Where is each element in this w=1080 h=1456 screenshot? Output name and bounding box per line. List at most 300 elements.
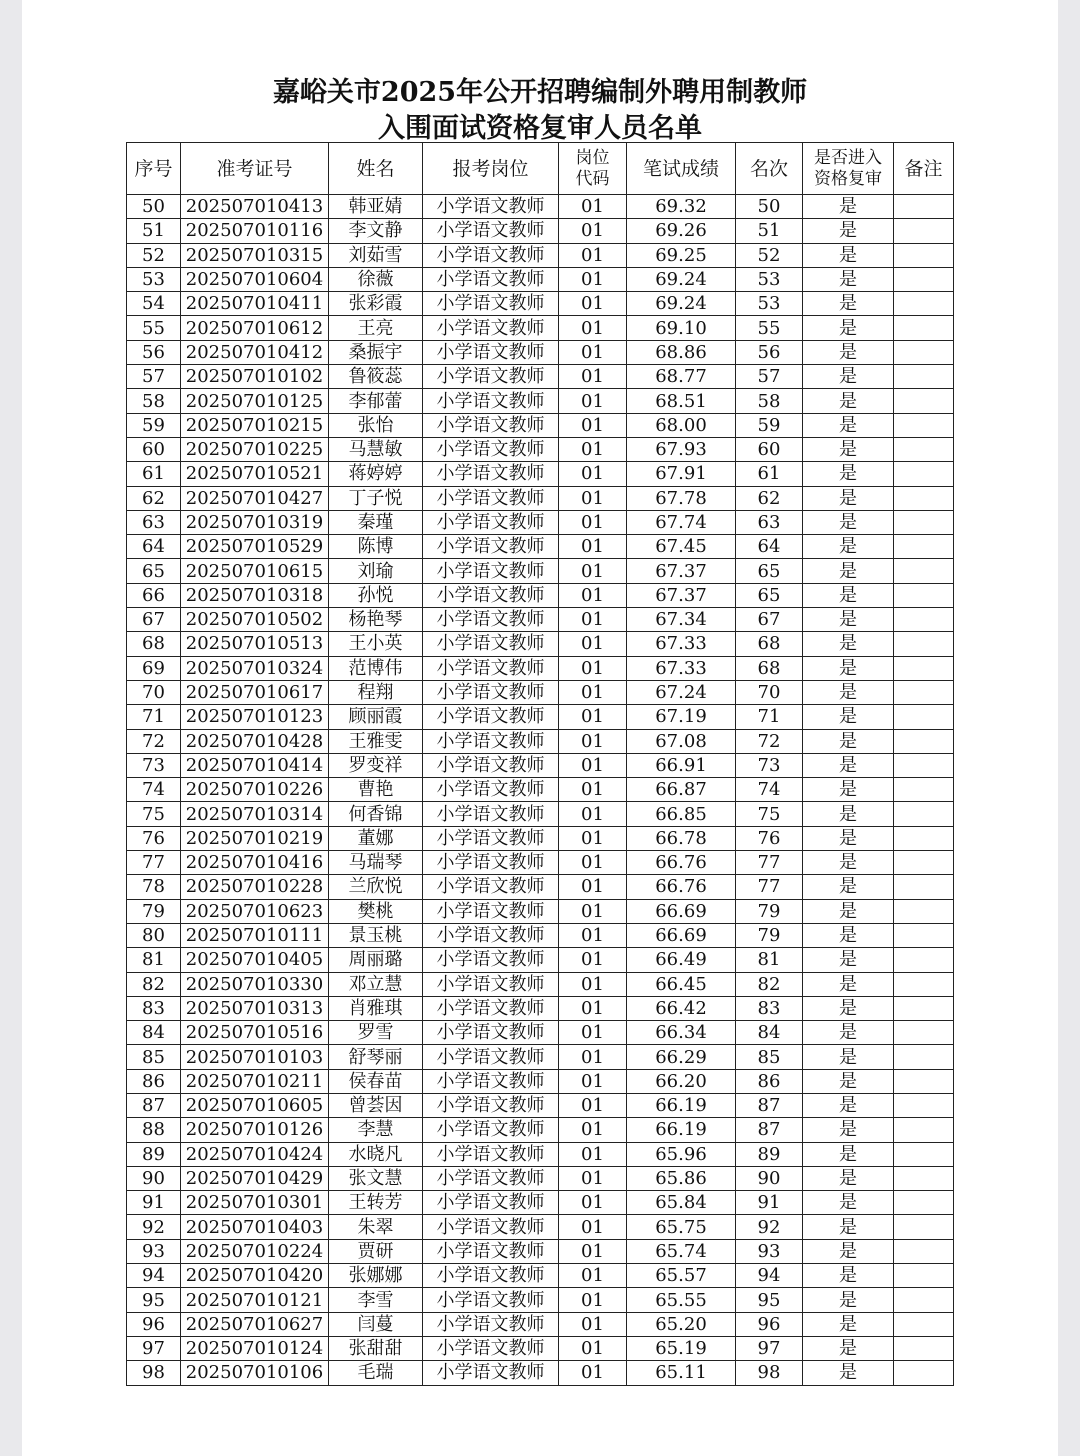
rank-cell: 95 [736,1288,803,1312]
rank-cell: 52 [736,243,803,267]
name-cell: 樊桃 [329,899,423,923]
review-cell: 是 [803,1288,894,1312]
note-cell [894,778,954,802]
seq-cell: 55 [127,316,181,340]
score-cell: 66.49 [627,948,736,972]
position-cell: 小学语文教师 [423,851,559,875]
table-row [127,559,954,583]
score-cell: 66.45 [627,972,736,996]
rank-cell: 70 [736,680,803,704]
code-cell: 01 [559,437,627,461]
rank-cell: 62 [736,486,803,510]
note-cell [894,535,954,559]
code-cell: 01 [559,413,627,437]
code-cell: 01 [559,1336,627,1360]
ticket-cell: 202507010617 [181,680,329,704]
note-cell [894,1361,954,1385]
score-cell: 69.24 [627,292,736,316]
note-cell [894,583,954,607]
score-cell: 65.20 [627,1312,736,1336]
rank-cell: 51 [736,219,803,243]
table-row [127,510,954,534]
rank-cell: 56 [736,340,803,364]
seq-cell: 56 [127,340,181,364]
ticket-cell: 202507010123 [181,705,329,729]
ticket-cell: 202507010428 [181,729,329,753]
rank-cell: 55 [736,316,803,340]
score-cell: 66.20 [627,1069,736,1093]
name-cell: 王雅雯 [329,729,423,753]
ticket-cell: 202507010126 [181,1118,329,1142]
rank-cell: 74 [736,778,803,802]
name-cell: 王小英 [329,632,423,656]
code-cell: 01 [559,705,627,729]
code-cell: 01 [559,1191,627,1215]
seq-cell: 50 [127,195,181,219]
table-body [127,195,954,1386]
score-cell: 66.69 [627,899,736,923]
note-cell [894,851,954,875]
table-row [127,875,954,899]
name-cell: 曾荟因 [329,1093,423,1117]
review-cell: 是 [803,1361,894,1385]
review-cell: 是 [803,1118,894,1142]
note-cell [894,1142,954,1166]
table-row [127,1312,954,1336]
code-cell: 01 [559,729,627,753]
score-cell: 66.19 [627,1118,736,1142]
name-cell: 张甜甜 [329,1336,423,1360]
seq-cell: 69 [127,656,181,680]
table-row [127,243,954,267]
header-code [559,143,627,195]
note-cell [894,705,954,729]
score-cell: 67.93 [627,437,736,461]
rank-cell: 65 [736,559,803,583]
note-cell [894,875,954,899]
position-cell: 小学语文教师 [423,1045,559,1069]
seq-cell: 77 [127,851,181,875]
note-cell [894,802,954,826]
ticket-cell: 202507010116 [181,219,329,243]
code-cell: 01 [559,1045,627,1069]
table-row [127,802,954,826]
table-row [127,316,954,340]
score-cell: 66.76 [627,851,736,875]
header-ticket: 准考证号 [181,143,329,195]
review-cell: 是 [803,195,894,219]
note-cell [894,1021,954,1045]
ticket-cell: 202507010513 [181,632,329,656]
position-cell: 小学语文教师 [423,437,559,461]
name-cell: 桑振宇 [329,340,423,364]
ticket-cell: 202507010121 [181,1288,329,1312]
name-cell: 杨艳琴 [329,608,423,632]
code-cell: 01 [559,1288,627,1312]
score-cell: 67.33 [627,656,736,680]
review-cell: 是 [803,753,894,777]
name-cell: 罗变祥 [329,753,423,777]
position-cell: 小学语文教师 [423,219,559,243]
ticket-cell: 202507010125 [181,389,329,413]
note-cell [894,608,954,632]
rank-cell: 87 [736,1093,803,1117]
rank-cell: 59 [736,413,803,437]
ticket-cell: 202507010228 [181,875,329,899]
rank-cell: 79 [736,923,803,947]
rank-cell: 73 [736,753,803,777]
table-row [127,753,954,777]
code-cell: 01 [559,948,627,972]
code-cell: 01 [559,1312,627,1336]
note-cell [894,972,954,996]
score-cell: 67.37 [627,559,736,583]
position-cell: 小学语文教师 [423,583,559,607]
position-cell: 小学语文教师 [423,899,559,923]
review-cell: 是 [803,389,894,413]
name-cell: 张彩霞 [329,292,423,316]
note-cell [894,219,954,243]
seq-cell: 61 [127,462,181,486]
seq-cell: 63 [127,510,181,534]
table-row [127,1069,954,1093]
table-row [127,972,954,996]
rank-cell: 89 [736,1142,803,1166]
code-cell: 01 [559,267,627,291]
position-cell: 小学语文教师 [423,243,559,267]
review-cell: 是 [803,340,894,364]
review-cell: 是 [803,972,894,996]
name-cell: 李雪 [329,1288,423,1312]
rank-cell: 53 [736,267,803,291]
table-row [127,1264,954,1288]
note-cell [894,729,954,753]
ticket-cell: 202507010414 [181,753,329,777]
note-cell [894,1239,954,1263]
rank-cell: 58 [736,389,803,413]
name-cell: 马慧敏 [329,437,423,461]
position-cell: 小学语文教师 [423,1215,559,1239]
review-cell: 是 [803,996,894,1020]
name-cell: 景玉桃 [329,923,423,947]
score-cell: 66.34 [627,1021,736,1045]
code-cell: 01 [559,389,627,413]
position-cell: 小学语文教师 [423,656,559,680]
table-row [127,851,954,875]
ticket-cell: 202507010604 [181,267,329,291]
code-cell: 01 [559,608,627,632]
ticket-cell: 202507010502 [181,608,329,632]
ticket-cell: 202507010315 [181,243,329,267]
code-cell: 01 [559,316,627,340]
seq-cell: 65 [127,559,181,583]
name-cell: 程翔 [329,680,423,704]
code-cell: 01 [559,243,627,267]
note-cell [894,1288,954,1312]
ticket-cell: 202507010111 [181,923,329,947]
code-cell: 01 [559,365,627,389]
table-row [127,608,954,632]
rank-cell: 79 [736,899,803,923]
header-name: 姓名 [329,143,423,195]
seq-cell: 86 [127,1069,181,1093]
ticket-cell: 202507010224 [181,1239,329,1263]
position-cell: 小学语文教师 [423,1239,559,1263]
score-cell: 66.29 [627,1045,736,1069]
review-cell: 是 [803,1045,894,1069]
seq-cell: 91 [127,1191,181,1215]
ticket-cell: 202507010612 [181,316,329,340]
position-cell: 小学语文教师 [423,608,559,632]
position-cell: 小学语文教师 [423,340,559,364]
position-cell: 小学语文教师 [423,1093,559,1117]
ticket-cell: 202507010301 [181,1191,329,1215]
table-row [127,1191,954,1215]
review-cell: 是 [803,243,894,267]
ticket-cell: 202507010225 [181,437,329,461]
name-cell: 范博伟 [329,656,423,680]
position-cell: 小学语文教师 [423,996,559,1020]
table-row [127,778,954,802]
code-cell: 01 [559,826,627,850]
rank-cell: 68 [736,656,803,680]
rank-cell: 75 [736,802,803,826]
note-cell [894,316,954,340]
name-cell: 张娜娜 [329,1264,423,1288]
rank-cell: 68 [736,632,803,656]
review-cell: 是 [803,316,894,340]
position-cell: 小学语文教师 [423,1142,559,1166]
seq-cell: 98 [127,1361,181,1385]
name-cell: 毛瑞 [329,1361,423,1385]
note-cell [894,996,954,1020]
ticket-cell: 202507010427 [181,486,329,510]
header-rank: 名次 [736,143,803,195]
name-cell: 侯春苗 [329,1069,423,1093]
seq-cell: 52 [127,243,181,267]
table-row [127,705,954,729]
position-cell: 小学语文教师 [423,1021,559,1045]
code-cell: 01 [559,1239,627,1263]
table-header-row [127,143,954,195]
candidate-table [126,142,954,1386]
ticket-cell: 202507010226 [181,778,329,802]
score-cell: 65.11 [627,1361,736,1385]
code-cell: 01 [559,1142,627,1166]
seq-cell: 72 [127,729,181,753]
name-cell: 顾丽霞 [329,705,423,729]
table-row [127,219,954,243]
ticket-cell: 202507010411 [181,292,329,316]
header-position: 报考岗位 [423,143,559,195]
note-cell [894,1312,954,1336]
position-cell: 小学语文教师 [423,292,559,316]
review-cell: 是 [803,608,894,632]
note-cell [894,1118,954,1142]
seq-cell: 68 [127,632,181,656]
table-row [127,437,954,461]
seq-cell: 51 [127,219,181,243]
score-cell: 67.24 [627,680,736,704]
code-cell: 01 [559,535,627,559]
name-cell: 曹艳 [329,778,423,802]
rank-cell: 50 [736,195,803,219]
note-cell [894,437,954,461]
note-cell [894,365,954,389]
position-cell: 小学语文教师 [423,559,559,583]
review-cell: 是 [803,826,894,850]
ticket-cell: 202507010413 [181,195,329,219]
ticket-cell: 202507010215 [181,413,329,437]
ticket-cell: 202507010324 [181,656,329,680]
rank-cell: 64 [736,535,803,559]
name-cell: 鲁筱蕊 [329,365,423,389]
ticket-cell: 202507010102 [181,365,329,389]
review-cell: 是 [803,413,894,437]
review-cell: 是 [803,1093,894,1117]
position-cell: 小学语文教师 [423,413,559,437]
position-cell: 小学语文教师 [423,826,559,850]
table-row [127,365,954,389]
note-cell [894,948,954,972]
code-cell: 01 [559,753,627,777]
score-cell: 66.78 [627,826,736,850]
score-cell: 68.77 [627,365,736,389]
name-cell: 罗雪 [329,1021,423,1045]
seq-cell: 73 [127,753,181,777]
name-cell: 闫蔓 [329,1312,423,1336]
review-cell: 是 [803,1142,894,1166]
name-cell: 贾研 [329,1239,423,1263]
review-cell: 是 [803,292,894,316]
name-cell: 徐薇 [329,267,423,291]
seq-cell: 95 [127,1288,181,1312]
review-cell: 是 [803,1215,894,1239]
code-cell: 01 [559,195,627,219]
table-row [127,389,954,413]
position-cell: 小学语文教师 [423,778,559,802]
position-cell: 小学语文教师 [423,948,559,972]
ticket-cell: 202507010623 [181,899,329,923]
ticket-cell: 202507010416 [181,851,329,875]
position-cell: 小学语文教师 [423,365,559,389]
rank-cell: 97 [736,1336,803,1360]
code-cell: 01 [559,996,627,1020]
seq-cell: 90 [127,1166,181,1190]
review-cell: 是 [803,486,894,510]
position-cell: 小学语文教师 [423,802,559,826]
position-cell: 小学语文教师 [423,1191,559,1215]
note-cell [894,1069,954,1093]
ticket-cell: 202507010420 [181,1264,329,1288]
code-cell: 01 [559,1093,627,1117]
review-cell: 是 [803,462,894,486]
note-cell [894,923,954,947]
name-cell: 刘茹雪 [329,243,423,267]
position-cell: 小学语文教师 [423,923,559,947]
score-cell: 65.55 [627,1288,736,1312]
document-title: 嘉峪关市2025年公开招聘编制外聘用制教师 [272,77,808,108]
review-cell: 是 [803,875,894,899]
header-code-line1: 岗位 [575,147,610,168]
score-cell: 69.25 [627,243,736,267]
ticket-cell: 202507010106 [181,1361,329,1385]
name-cell: 朱翠 [329,1215,423,1239]
review-cell: 是 [803,656,894,680]
rank-cell: 67 [736,608,803,632]
rank-cell: 61 [736,462,803,486]
rank-cell: 91 [736,1191,803,1215]
score-cell: 69.32 [627,195,736,219]
seq-cell: 94 [127,1264,181,1288]
seq-cell: 54 [127,292,181,316]
note-cell [894,1166,954,1190]
rank-cell: 72 [736,729,803,753]
score-cell: 65.74 [627,1239,736,1263]
seq-cell: 89 [127,1142,181,1166]
code-cell: 01 [559,1118,627,1142]
ticket-cell: 202507010103 [181,1045,329,1069]
note-cell [894,486,954,510]
review-cell: 是 [803,1021,894,1045]
table-row [127,1336,954,1360]
review-cell: 是 [803,437,894,461]
score-cell: 66.19 [627,1093,736,1117]
ticket-cell: 202507010412 [181,340,329,364]
ticket-cell: 202507010313 [181,996,329,1020]
table-row [127,1239,954,1263]
review-cell: 是 [803,267,894,291]
table-row [127,1288,954,1312]
rank-cell: 94 [736,1264,803,1288]
header-review-line1: 是否进入 [814,147,882,168]
review-cell: 是 [803,1336,894,1360]
review-cell: 是 [803,778,894,802]
rank-cell: 84 [736,1021,803,1045]
table-row [127,923,954,947]
score-cell: 68.00 [627,413,736,437]
score-cell: 68.86 [627,340,736,364]
code-cell: 01 [559,680,627,704]
name-cell: 韩亚婧 [329,195,423,219]
note-cell [894,559,954,583]
name-cell: 肖雅琪 [329,996,423,1020]
table-row [127,1361,954,1385]
seq-cell: 66 [127,583,181,607]
review-cell: 是 [803,535,894,559]
review-cell: 是 [803,1312,894,1336]
position-cell: 小学语文教师 [423,486,559,510]
note-cell [894,1191,954,1215]
score-cell: 66.76 [627,875,736,899]
seq-cell: 85 [127,1045,181,1069]
position-cell: 小学语文教师 [423,316,559,340]
code-cell: 01 [559,1021,627,1045]
seq-cell: 78 [127,875,181,899]
score-cell: 66.42 [627,996,736,1020]
position-cell: 小学语文教师 [423,195,559,219]
code-cell: 01 [559,510,627,534]
table-row [127,292,954,316]
review-cell: 是 [803,1166,894,1190]
seq-cell: 67 [127,608,181,632]
score-cell: 67.74 [627,510,736,534]
name-cell: 李慧 [329,1118,423,1142]
table-row [127,1166,954,1190]
review-cell: 是 [803,802,894,826]
seq-cell: 93 [127,1239,181,1263]
ticket-cell: 202507010124 [181,1336,329,1360]
